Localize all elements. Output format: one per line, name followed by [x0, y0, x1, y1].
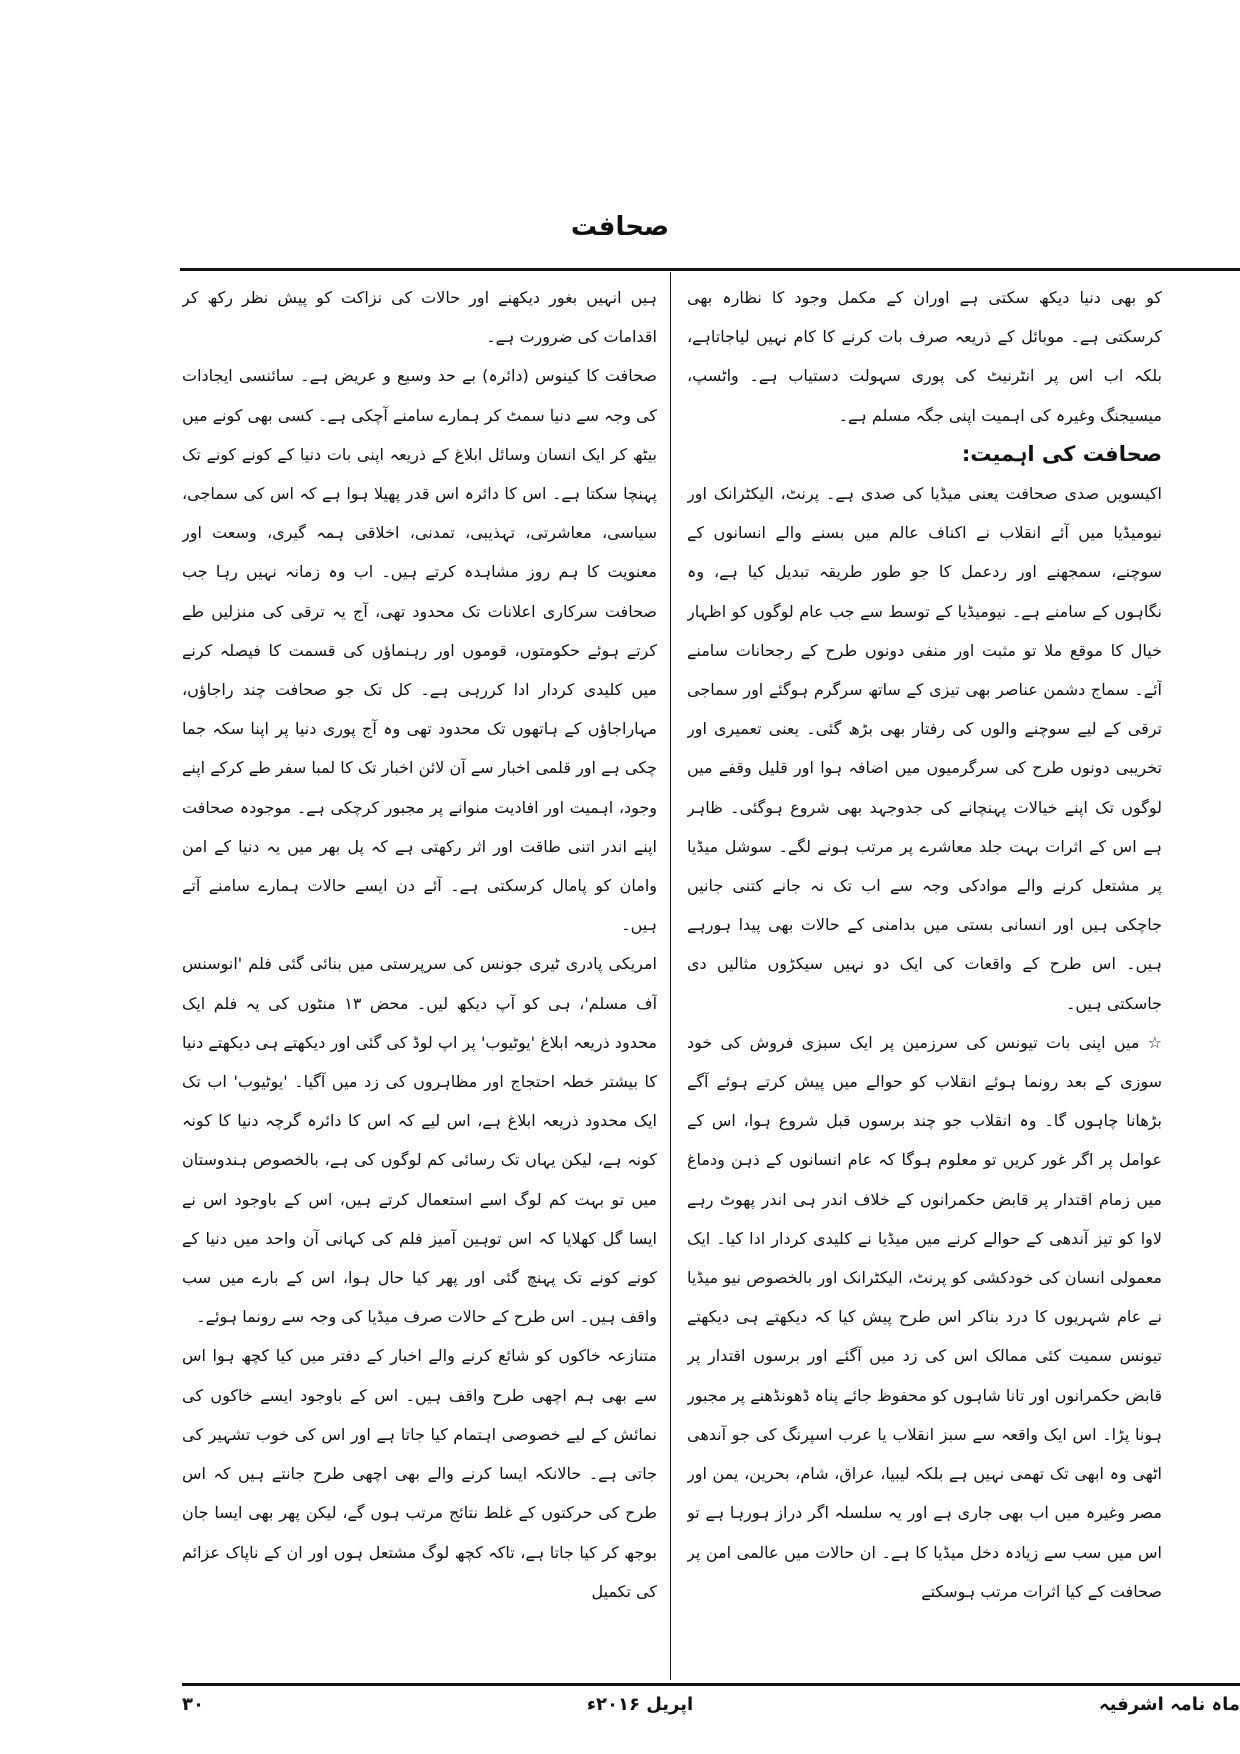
- header-divider: [180, 268, 1240, 271]
- issue-date: اپریل ۲۰۱۶ء: [586, 1694, 694, 1715]
- paragraph: ☆ میں اپنی بات تیونس کی سرزمین پر ایک سبزی فروش کی خود سوزی کے بعد رونما ہوئے انقلاب کو حوالے میں پیش کرتے ہوئے آگے بڑھانا چاہوں گا۔ وہ انقلاب جو چند برسوں قبل شروع ہوا، اس کے عوامل پر اگر غور کریں تو معلوم ہوگا کہ عام انسانوں کے ذہن ودماغ میں زمام اقتدار پر قابض حکمرانوں کے خلاف اندر ہی اندر پھوٹ رہے لاوا کو تیز آندھی کے حوالے کرنے میں میڈیا نے کلیدی کردار ادا کیا۔ ایک معمولی انسان کی خودکشی کو پرنٹ، الیکٹرانک اور بالخصوص نیو میڈیا نے عام شہریوں کا درد بناکر اس طرح پیش کیا کہ دیکھتے ہی دیکھتے تیونس سمیت کئی ممالک اس کی زد میں آگئے اور برسوں اقتدار پر قابض حکمرانوں اور تانا شاہوں کو محفوظ جائے پناہ ڈھونڈھنے پر مجبور ہونا پڑا۔ اس ایک واقعہ سے سبز انقلاب یا عرب اسپرنگ کی جو آندھی اٹھی وہ ابھی تک تھمی نہیں ہے بلکہ لیبیا، عراق، شام، بحرین، یمن اور مصر وغیرہ میں اب بھی جاری ہے اور یہ سلسلہ اگر دراز ہورہا ہے تو اس میں سب سے زیادہ دخل میڈیا کا ہے۔ ان حالات میں عالمی امن پر صحافت کے کیا اثرات مرتب ہوسکتے: [687, 1032, 1162, 1601]
- section-heading: صحافت کی اہمیت:: [961, 441, 1162, 466]
- paragraph: متنازعہ خاکوں کو شائع کرنے والے اخبار کے دفتر میں کیا کچھ ہوا اس سے بھی ہم اچھی طرح واقف ہیں۔ اس کے باوجود ایسے خاکوں کی نمائش کے لیے خصوصی اہتمام کیا جاتا ہے اور اس کی خوب تشہیر کی جاتی ہے۔ حالانکہ ایسا کرنے والے بھی اچھی طرح جانتے ہیں کہ اس طرح کی حرکتوں کے غلط نتائج مرتب ہوں گے، لیکن پھر بھی ایسا جان بوجھ کر کیا جاتا ہے، تاکہ کچھ لوگ مشتعل ہوں اور ان کے ناپاک عزائم کی تکمیل: [182, 1346, 657, 1601]
- paragraph: امریکی پادری ٹیری جونس کی سرپرستی میں بنائی گئی فلم 'انوسنس آف مسلم'، ہی کو آپ دیکھ لیں۔ محض ۱۳ منٹوں کی یہ فلم ایک محدود ذریعہ ابلاغ 'یوٹیوب' پر اپ لوڈ کی گئی اور دیکھتے ہی دیکھتے دنیا کا بیشتر خطہ احتجاج اور مظاہروں کی زد میں آگیا۔ 'یوٹیوب' اب تک ایک محدود ذریعہ ابلاغ ہے، اس لیے کہ اس کا دائرہ گرچہ دنیا کا کونہ کونہ ہے، لیکن یہاں تک رسائی کم لوگوں کی ہے، بالخصوص ہندوستان میں تو بہت کم لوگ اسے استعمال کرتے ہیں، اس کے باوجود اس نے ایسا گل کھلایا کہ اس توہین آمیز فلم کی کہانی آن واحد میں دنیا کے کونے کونے تک پہنچ گئی اور پھر کیا حال ہوا، اس کے بارے میں سب واقف ہیں۔ اس طرح کے حالات صرف میڈیا کی وجہ سے رونما ہوئے۔: [182, 954, 657, 1327]
- left-column: [182, 278, 657, 1678]
- page-number: ۳۰: [182, 1694, 204, 1715]
- paragraph: کو بھی دنیا دیکھ سکتی ہے اوران کے مکمل وجود کا نظارہ بھی کرسکتی ہے۔ موبائل کے ذریعہ صرف بات کرنے کا کام نہیں لیاجاتاہے، بلکہ اب اس پر انٹرنیٹ کی پوری سہولت دستیاب ہے۔ واٹسپ، میسیجنگ وغیرہ کی اہمیت اپنی جگہ مسلم ہے۔: [687, 288, 1162, 425]
- column-divider: [670, 272, 671, 1680]
- footer-divider: [182, 1683, 1240, 1686]
- paragraph: صحافت کا کینوس (دائرہ) بے حد وسیع و عریض ہے۔ سائنسی ایجادات کی وجہ سے دنیا سمٹ کر ہمارے سامنے آچکی ہے۔ کسی بھی کونے میں بیٹھ کر ایک انسان وسائل ابلاغ کے ذریعہ اپنی بات دنیا کے کونے کونے تک پہنچا سکتا ہے۔ اس کا دائرہ اس قدر پھیلا ہوا ہے کہ اس کی سماجی، سیاسی، معاشرتی، تہذیبی، تمدنی، اخلاقی ہمہ گیری، وسعت اور معنویت کا ہم روز مشاہدہ کرتے ہیں۔ اب وہ زمانہ نہیں رہا جب صحافت سرکاری اعلانات تک محدود تھی، آج یہ ترقی کی منزلیں طے کرتے ہوئے حکومتوں، قوموں اور رہنماؤں کی قسمت کا فیصلہ کرنے میں کلیدی کردار ادا کررہی ہے۔ کل تک جو صحافت چند راجاؤں، مہاراجاؤں کے ہاتھوں تک محدود تھی وہ آج پوری دنیا پر اپنا سکہ جما چکی ہے اور قلمی اخبار سے آن لائن اخبار تک کا لمبا سفر طے کرکے اپنے وجود، اہمیت اور افادیت منوانے پر مجبور کرچکی ہے۔ موجودہ صحافت اپنے اندر اتنی طاقت اور اثر رکھتی ہے کہ پل بھر میں یہ دنیا کے امن وامان کو پامال کرسکتی ہے۔ آئے دن ایسے حالات ہمارے سامنے آتے ہیں۔: [182, 366, 657, 935]
- paragraph: اکیسویں صدی صحافت یعنی میڈیا کی صدی ہے۔ پرنٹ، الیکٹرانک اور نیومیڈیا میں آئے انقلاب نے اکناف عالم میں بسنے والے انسانوں کے سوچنے، سمجھنے اور ردعمل کا جو طور طریقہ تبدیل کیا ہے، وہ نگاہوں کے سامنے ہے۔ نیومیڈیا کے توسط سے جب عام لوگوں کو اظہار خیال کا موقع ملا تو مثبت اور منفی دونوں طرح کے رجحانات سامنے آئے۔ سماج دشمن عناصر بھی تیزی کے ساتھ سرگرم ہوگئے اور سماجی ترقی کے لیے سوچنے والوں کی رفتار بھی بڑھ گئی۔ یعنی تعمیری اور تخریبی دونوں طرح کی سرگرمیوں میں اضافہ ہوا اور قلیل وقفے میں لوگوں تک اپنے خیالات پہنچانے کی جدوجہد بھی شروع ہوگئی۔ ظاہر ہے اس کے اثرات بہت جلد معاشرے پر مرتب ہونے لگے۔ سوشل میڈیا پر مشتعل کرنے والے موادکی وجہ سے اب تک نہ جانے کتنی جانیں جاچکی ہیں اور انسانی بستی میں بدامنی کے حالات بھی پیدا ہورہے ہیں۔ اس طرح کے واقعات کی ایک دو نہیں سیکڑوں مثالیں دی جاسکتی ہیں۔: [687, 484, 1162, 1013]
- right-column: [687, 278, 1162, 1678]
- paragraph: ہیں انہیں بغور دیکھنے اور حالات کی نزاکت کو پیش نظر رکھ کر اقدامات کی ضرورت ہے۔: [182, 288, 657, 347]
- page-title: صحافت: [570, 212, 670, 242]
- magazine-name: ماہ نامہ اشرفیہ: [1099, 1694, 1240, 1715]
